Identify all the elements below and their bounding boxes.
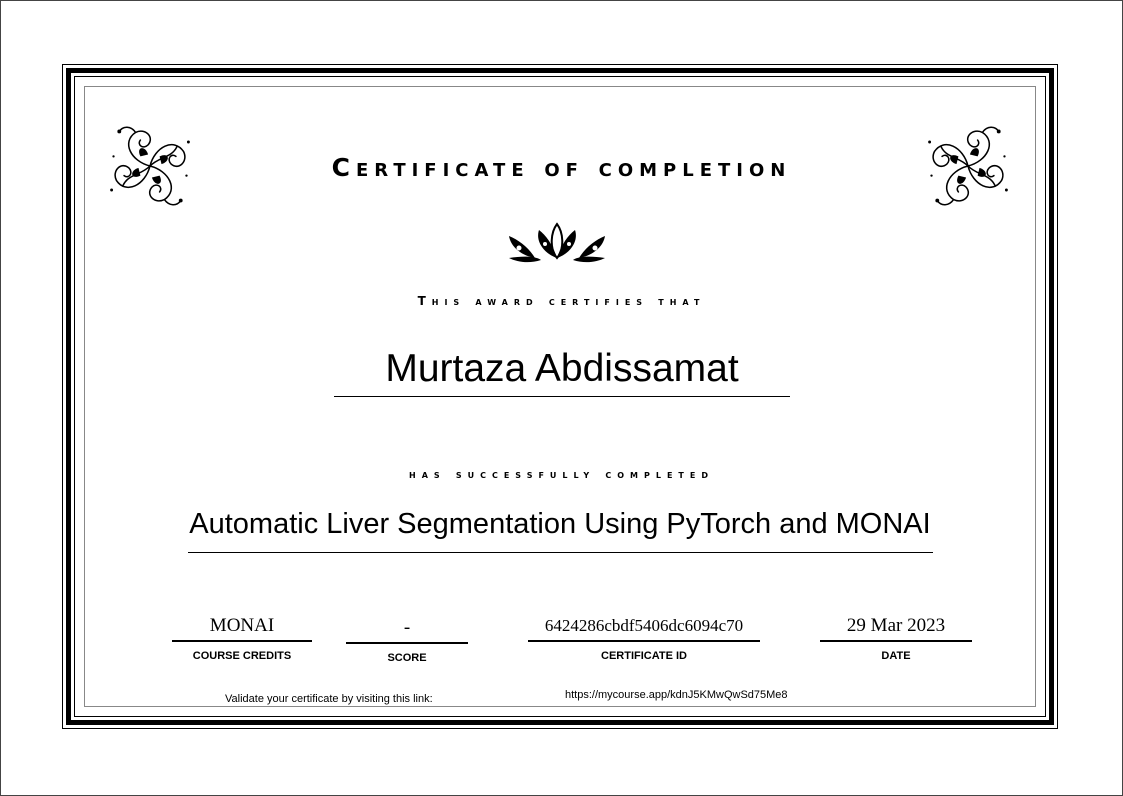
date-label: DATE	[881, 650, 911, 662]
validate-text: Validate your certificate by visiting this link:	[225, 693, 433, 705]
certificate-title: Certificate of completion	[331, 153, 792, 182]
certificate-id-field	[528, 614, 760, 662]
date-field	[820, 614, 972, 662]
completed-line: has successfully completed	[409, 467, 714, 481]
recipient-name: Murtaza Abdissamat	[334, 344, 790, 397]
score-label: SCORE	[387, 652, 427, 664]
floral-ornament-icon	[505, 218, 609, 266]
course-credits-value: MONAI	[172, 614, 312, 642]
validate-link[interactable]: https://mycourse.app/kdnJ5KMwQwSd75Me8	[565, 689, 788, 701]
date-value: 29 Mar 2023	[820, 614, 972, 642]
course-underline	[188, 552, 933, 553]
course-title: Automatic Liver Segmentation Using PyTorch and MONAI	[189, 508, 931, 540]
score-field	[346, 616, 468, 664]
certificate-id-label: CERTIFICATE ID	[601, 650, 687, 662]
certificate-id-value: 6424286cbdf5406dc6094c70	[528, 614, 760, 642]
award-line: This award certifies that	[417, 294, 706, 308]
course-credits-field	[172, 614, 312, 662]
course-credits-label: COURSE CREDITS	[192, 650, 292, 662]
score-value: -	[346, 616, 468, 644]
